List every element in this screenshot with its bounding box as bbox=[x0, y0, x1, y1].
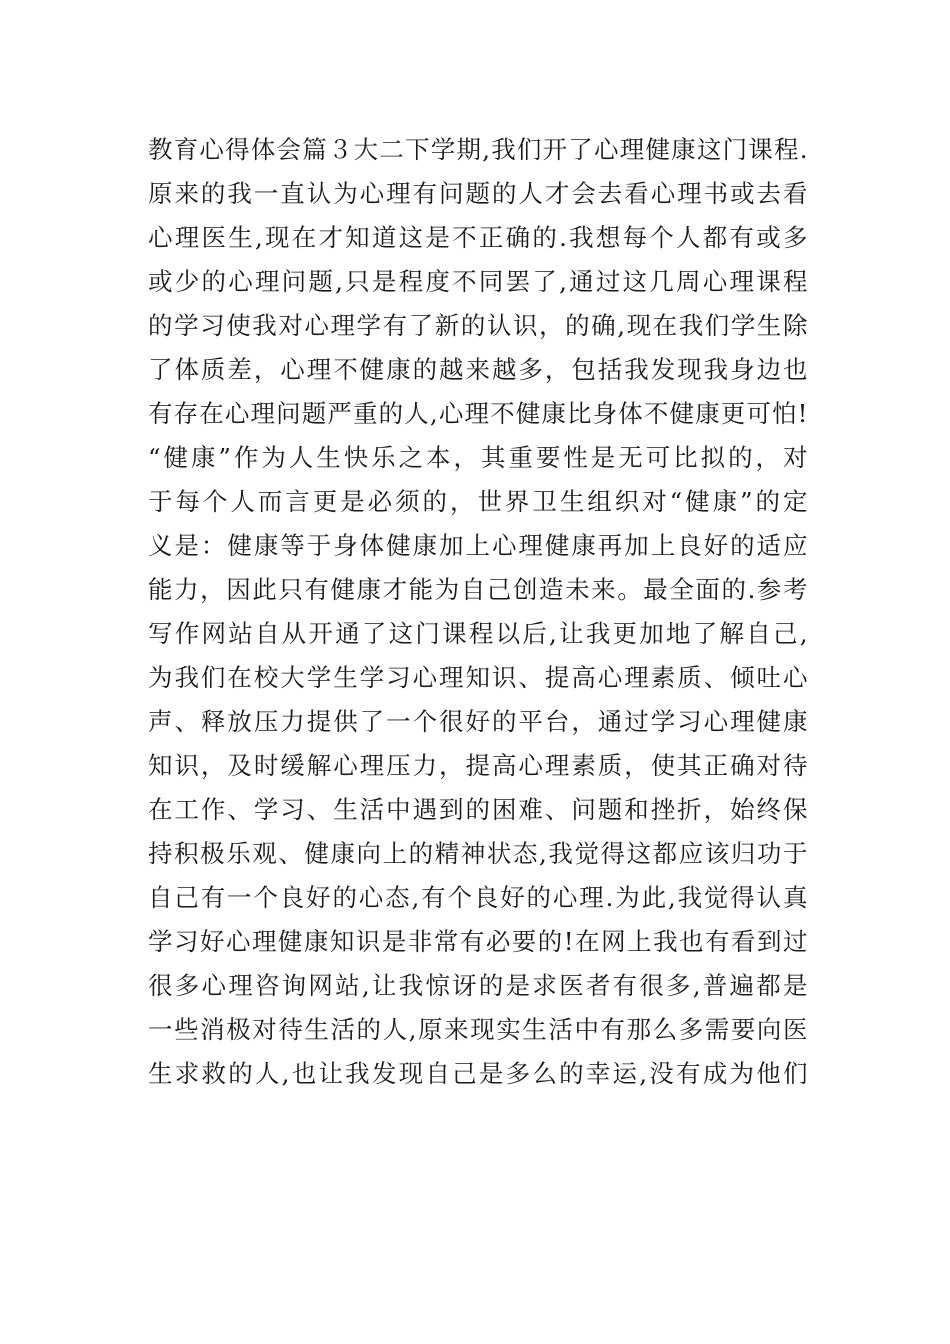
text-line: 有存在心理问题严重的人,心理不健康比身体不健康更可怕! bbox=[148, 399, 808, 428]
text-line: 声、释放压力提供了一个很好的平台，通过学习心理健康 bbox=[148, 707, 808, 736]
text-line: 自己有一个良好的心态,有个良好的心理.为此,我觉得认真 bbox=[148, 883, 808, 912]
text-line: 心理医生,现在才知道这是不正确的.我想每个人都有或多 bbox=[148, 223, 808, 252]
text-line: 的学习使我对心理学有了新的认识，的确,现在我们学生除 bbox=[148, 311, 808, 340]
text-line: 能力，因此只有健康才能为自己创造未来。最全面的.参考 bbox=[148, 575, 808, 604]
text-line: 了体质差，心理不健康的越来越多，包括我发现我身边也 bbox=[148, 355, 808, 384]
text-line: 原来的我一直认为心理有问题的人才会去看心理书或去看 bbox=[148, 179, 808, 208]
text-line: 或少的心理问题,只是程度不同罢了,通过这几周心理课程 bbox=[148, 267, 808, 296]
text-line: 学习好心理健康知识是非常有必要的!在网上我也有看到过 bbox=[148, 927, 808, 956]
text-line: 生求救的人,也让我发现自己是多么的幸运,没有成为他们 bbox=[148, 1059, 808, 1088]
text-line: 于每个人而言更是必须的，世界卫生组织对“健康”的定 bbox=[148, 487, 808, 516]
body-text bbox=[148, 128, 808, 1096]
text-line: 在工作、学习、生活中遇到的困难、问题和挫折，始终保 bbox=[148, 795, 808, 824]
text-line: 知识，及时缓解心理压力，提高心理素质，使其正确对待 bbox=[148, 751, 808, 780]
text-line: 教育心得体会篇３大二下学期,我们开了心理健康这门课程. bbox=[148, 135, 808, 164]
text-line: 一些消极对待生活的人,原来现实生活中有那么多需要向医 bbox=[148, 1015, 808, 1044]
text-line: 义是：健康等于身体健康加上心理健康再加上良好的适应 bbox=[148, 531, 808, 560]
text-line: “健康”作为人生快乐之本，其重要性是无可比拟的，对 bbox=[148, 443, 808, 472]
text-line: 写作网站自从开通了这门课程以后,让我更加地了解自己, bbox=[148, 619, 808, 648]
text-line: 很多心理咨询网站,让我惊讶的是求医者有很多,普遍都是 bbox=[148, 971, 808, 1000]
text-line: 持积极乐观、健康向上的精神状态,我觉得这都应该归功于 bbox=[148, 839, 808, 868]
text-line: 为我们在校大学生学习心理知识、提高心理素质、倾吐心 bbox=[148, 663, 808, 692]
